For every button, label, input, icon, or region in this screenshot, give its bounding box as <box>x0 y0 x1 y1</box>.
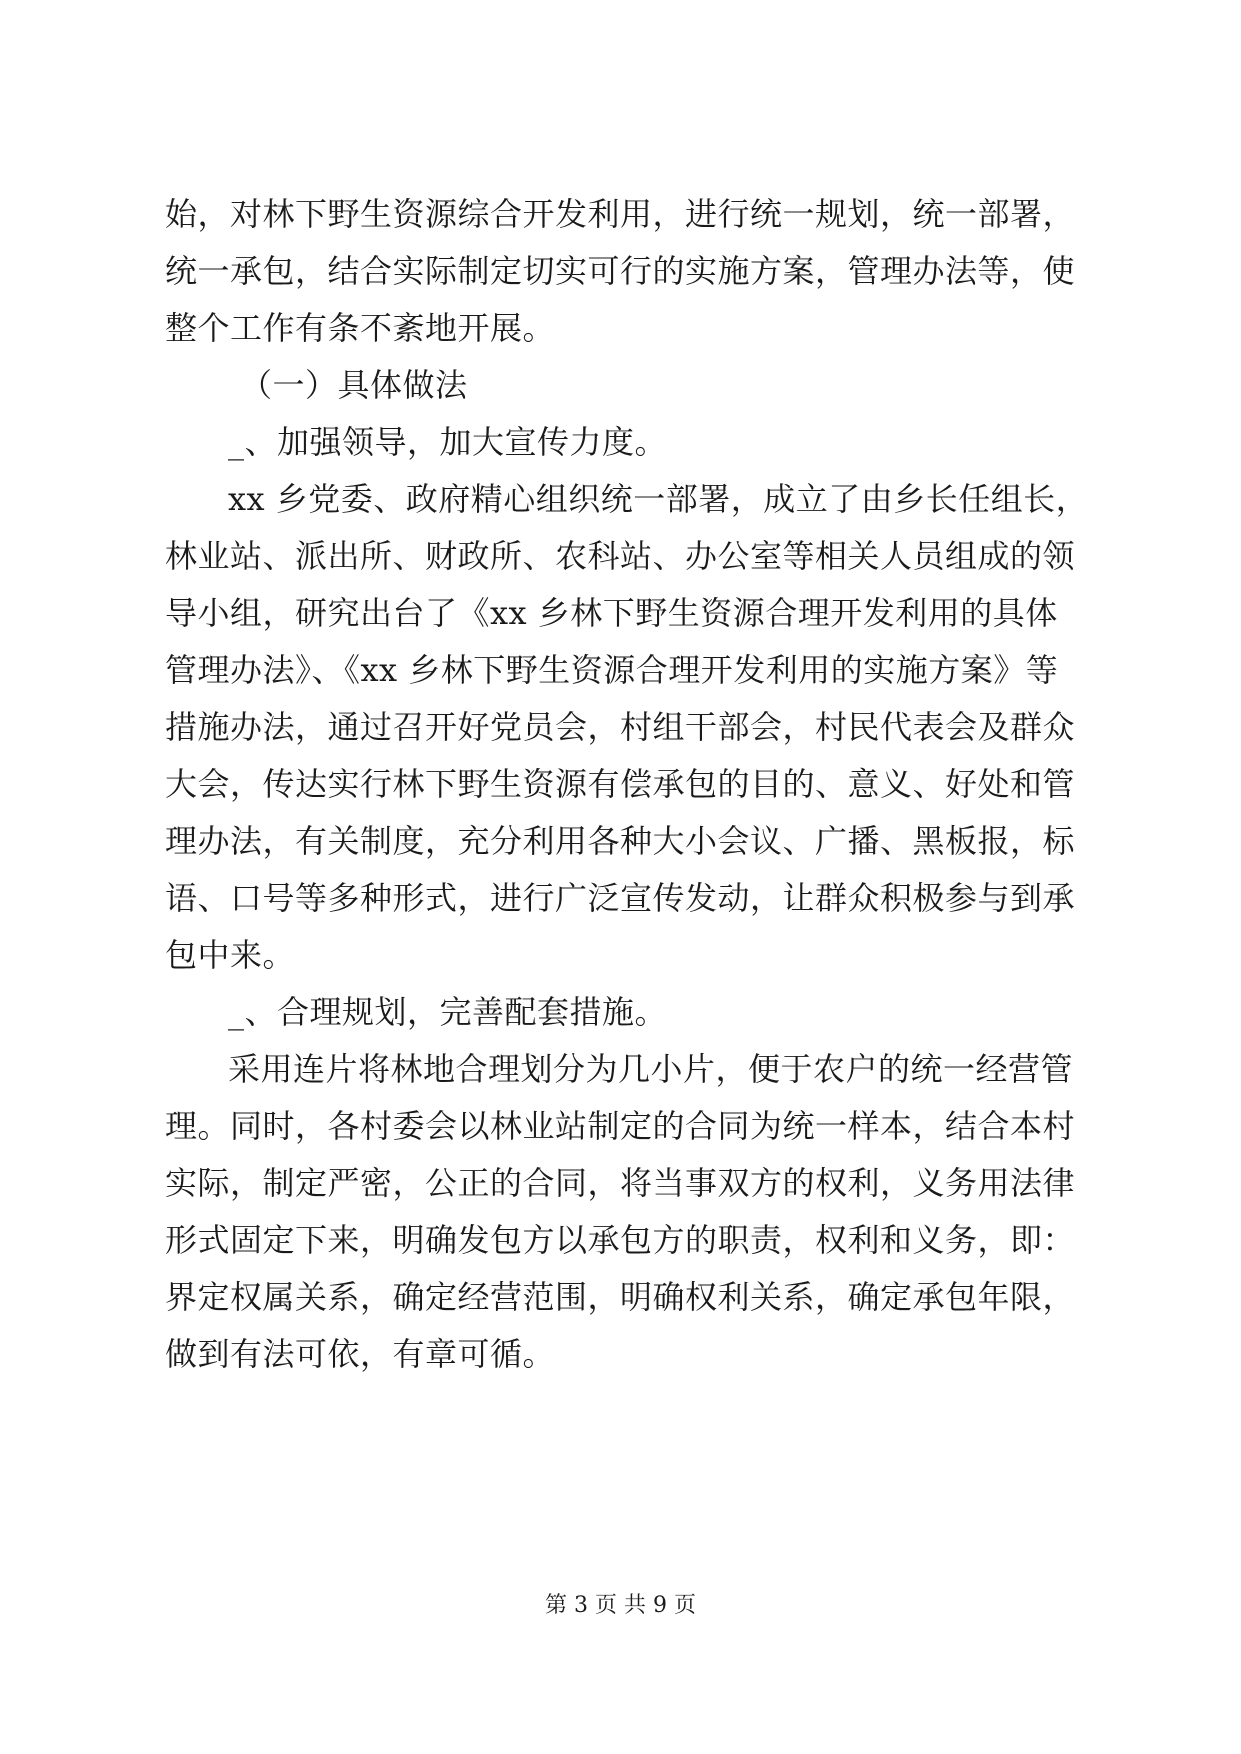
paragraph-line: 林业站、派出所、财政所、农科站、办公室等相关人员组成的领 <box>165 537 1076 575</box>
paragraph-line: 采用连片将林地合理划分为几小片，便于农户的统一经营管 <box>228 1050 1074 1088</box>
paragraph-line: 统一承包，结合实际制定切实可行的实施方案，管理办法等，使 <box>165 252 1076 290</box>
subsection-heading: _、合理规划，完善配套措施。 <box>228 993 668 1031</box>
paragraph-line: 界定权属关系，确定经营范围，明确权利关系，确定承包年限， <box>165 1278 1076 1316</box>
paragraph-line: 做到有法可依，有章可循。 <box>165 1335 556 1373</box>
paragraph-line: 整个工作有条不紊地开展。 <box>165 309 556 347</box>
paragraph-line: 始，对林下野生资源综合开发利用，进行统一规划，统一部署， <box>165 195 1076 233</box>
paragraph-line: 语、口号等多种形式，进行广泛宣传发动，让群众积极参与到承 <box>165 879 1076 917</box>
subsection-heading: _、加强领导，加大宣传力度。 <box>228 423 668 461</box>
paragraph-line: 导小组，研究出台了《xx 乡林下野生资源合理开发利用的具体 <box>165 594 1058 632</box>
paragraph-line: 包中来。 <box>165 936 296 974</box>
paragraph-line: 理。同时，各村委会以林业站制定的合同为统一样本，结合本村 <box>165 1107 1076 1145</box>
paragraph-line: 形式固定下来，明确发包方以承包方的职责，权利和义务，即： <box>165 1221 1076 1259</box>
page-number-footer: 第 3 页 共 9 页 <box>545 1593 696 1618</box>
paragraph-line: xx 乡党委、政府精心组织统一部署，成立了由乡长任组长， <box>228 480 1089 518</box>
paragraph-line: 实际，制定严密，公正的合同，将当事双方的权利，义务用法律 <box>165 1164 1076 1202</box>
paragraph-line: 理办法，有关制度，充分利用各种大小会议、广播、黑板报，标 <box>165 822 1076 860</box>
section-heading: （一）具体做法 <box>240 366 468 404</box>
paragraph-line: 措施办法，通过召开好党员会，村组干部会，村民代表会及群众 <box>165 708 1076 746</box>
paragraph-line: 管理办法》、《xx 乡林下野生资源合理开发利用的实施方案》等 <box>165 651 1059 689</box>
paragraph-line: 大会，传达实行林下野生资源有偿承包的目的、意义、好处和管 <box>165 765 1076 803</box>
